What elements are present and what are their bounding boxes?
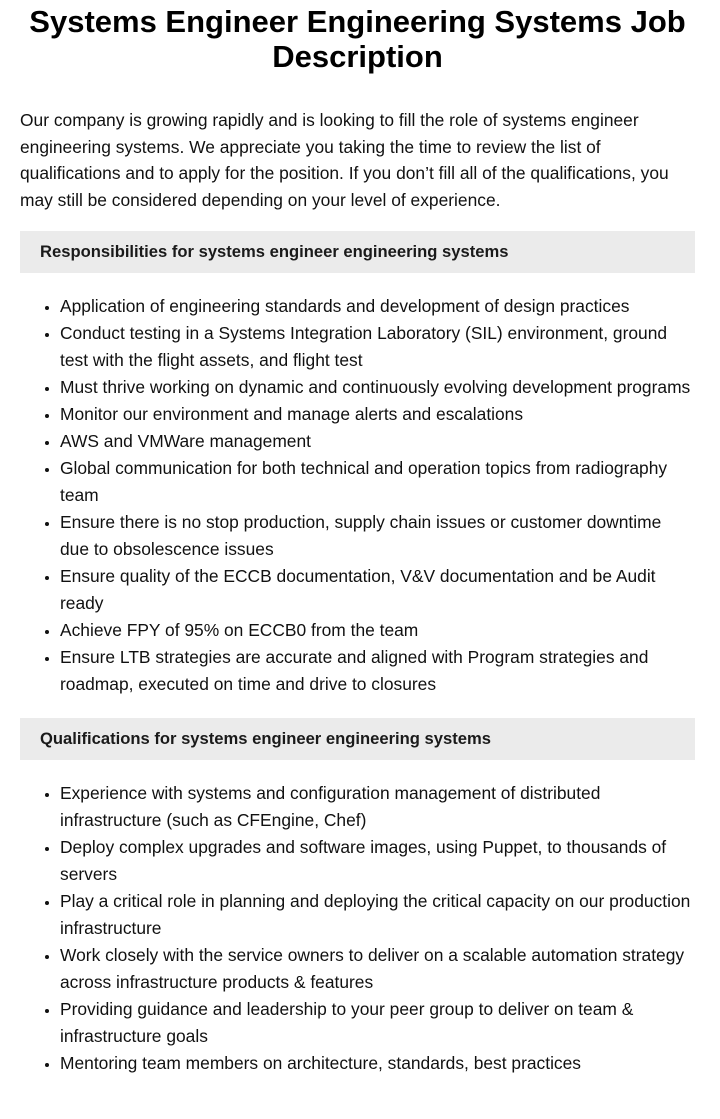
responsibilities-list [20,293,695,698]
list-item: • AWS and VMWare management [60,428,695,455]
list-item: • Application of engineering standards and development of design practices [60,293,695,320]
list-item: • Experience with systems and configuration management of distributed infrastructure (such as CFEngine, Chef) [60,780,695,834]
list-item: • Monitor our environment and manage alerts and escalations [60,401,695,428]
list-item: • Achieve FPY of 95% on ECCB0 from the team [60,617,695,644]
list-item: • Providing guidance and leadership to your peer group to deliver on team & infrastructure goals [60,996,695,1050]
intro-paragraph: Our company is growing rapidly and is looking to fill the role of systems engineer engineering systems. We appreciate you taking the time to review the list of qualifications and to apply for the position. If you don’t fill all of the qualifications, you may still be considered depending on your level of experience. [20,110,669,211]
qualifications-heading: Qualifications for systems engineer engineering systems [20,718,695,760]
list-item: • Play a critical role in planning and deploying the critical capacity on our production infrastructure [60,888,695,942]
qualifications-list [20,780,695,1077]
list-item: • Global communication for both technical and operation topics from radiography team [60,455,695,509]
list-item: • Deploy complex upgrades and software images, using Puppet, to thousands of servers [60,834,695,888]
list-item: • Work closely with the service owners to deliver on a scalable automation strategy across infrastructure products & features [60,942,695,996]
list-item: • Conduct testing in a Systems Integration Laboratory (SIL) environment, ground test with the flight assets, and flight test [60,320,695,374]
page-title: Systems Engineer Engineering Systems Job Description [29,4,686,74]
list-item: • Ensure there is no stop production, supply chain issues or customer downtime due to obsolescence issues [60,509,695,563]
list-item: • Ensure LTB strategies are accurate and aligned with Program strategies and roadmap, executed on time and drive to closures [60,644,695,698]
list-item: • Must thrive working on dynamic and continuously evolving development programs [60,374,695,401]
list-item: • Mentoring team members on architecture, standards, best practices [60,1050,695,1077]
responsibilities-heading: Responsibilities for systems engineer engineering systems [20,231,695,273]
list-item: • Ensure quality of the ECCB documentation, V&V documentation and be Audit ready [60,563,695,617]
